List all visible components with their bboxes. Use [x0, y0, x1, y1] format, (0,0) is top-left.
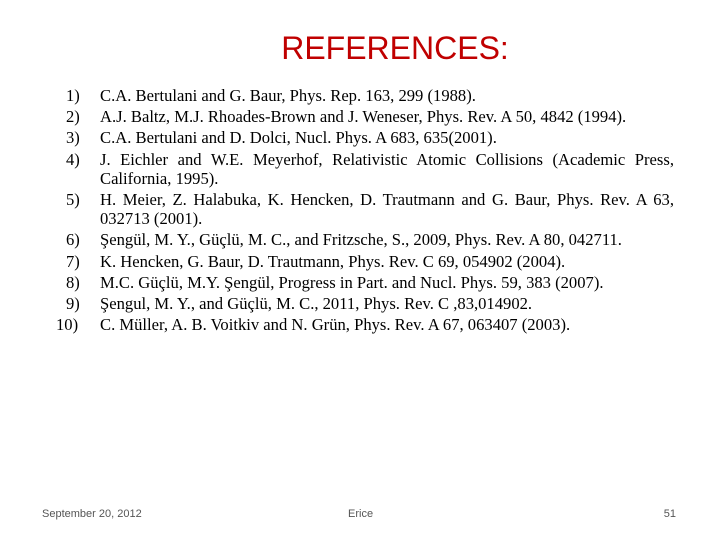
reference-text: A.J. Baltz, M.J. Rhoades-Brown and J. Weneser, Phys. Rev. A 50, 4842 (1994). [100, 107, 627, 127]
reference-item [56, 190, 674, 228]
reference-item [56, 252, 674, 271]
reference-number: 4) [66, 149, 80, 169]
reference-text: C. Müller, A. B. Voitkiv and N. Grün, Phys. Rev. A 67, 063407 (2003). [100, 315, 571, 335]
reference-text: H. Meier, Z. Halabuka, K. Hencken, D. Trautmann and G. Baur, Phys. Rev. A 63, 032713 (2001). [100, 190, 674, 229]
footer-place: Erice [348, 508, 374, 520]
reference-item [56, 150, 674, 188]
reference-item [56, 315, 674, 334]
reference-text: C.A. Bertulani and D. Dolci, Nucl. Phys. A 683, 635(2001). [100, 128, 497, 148]
reference-text: J. Eichler and W.E. Meyerhof, Relativistic Atomic Collisions (Academic Press, California, 1995). [100, 149, 674, 188]
reference-item [56, 86, 674, 105]
reference-item [56, 107, 674, 126]
reference-text: K. Hencken, G. Baur, D. Trautmann, Phys. Rev. C 69, 054902 (2004). [100, 251, 566, 271]
reference-item [56, 294, 674, 313]
reference-text: C.A. Bertulani and G. Baur, Phys. Rep. 163, 299 (1988). [100, 86, 476, 105]
reference-number: 1) [66, 86, 80, 105]
reference-item [56, 128, 674, 147]
reference-item [56, 230, 674, 249]
reference-number: 7) [66, 251, 80, 271]
reference-text: Şengül, M. Y., Güçlü, M. C., and Fritzsche, S., 2009, Phys. Rev. A 80, 042711. [100, 230, 622, 250]
reference-number: 10) [56, 315, 79, 335]
reference-item [56, 273, 674, 292]
reference-number: 8) [66, 272, 80, 292]
reference-number: 6) [66, 230, 80, 250]
footer-date: September 20, 2012 [42, 508, 142, 520]
reference-number: 9) [66, 294, 80, 314]
slide-title: REFERENCES: [281, 30, 509, 66]
reference-number: 5) [66, 190, 80, 210]
reference-number: 2) [66, 107, 80, 127]
reference-text: M.C. Güçlü, M.Y. Şengül, Progress in Part. and Nucl. Phys. 59, 383 (2007). [100, 272, 604, 292]
reference-list [56, 86, 674, 336]
reference-number: 3) [66, 128, 80, 148]
page-number: 51 [663, 508, 676, 520]
reference-text: Şengul, M. Y., and Güçlü, M. C., 2011, Phys. Rev. C ,83,014902. [100, 294, 533, 314]
